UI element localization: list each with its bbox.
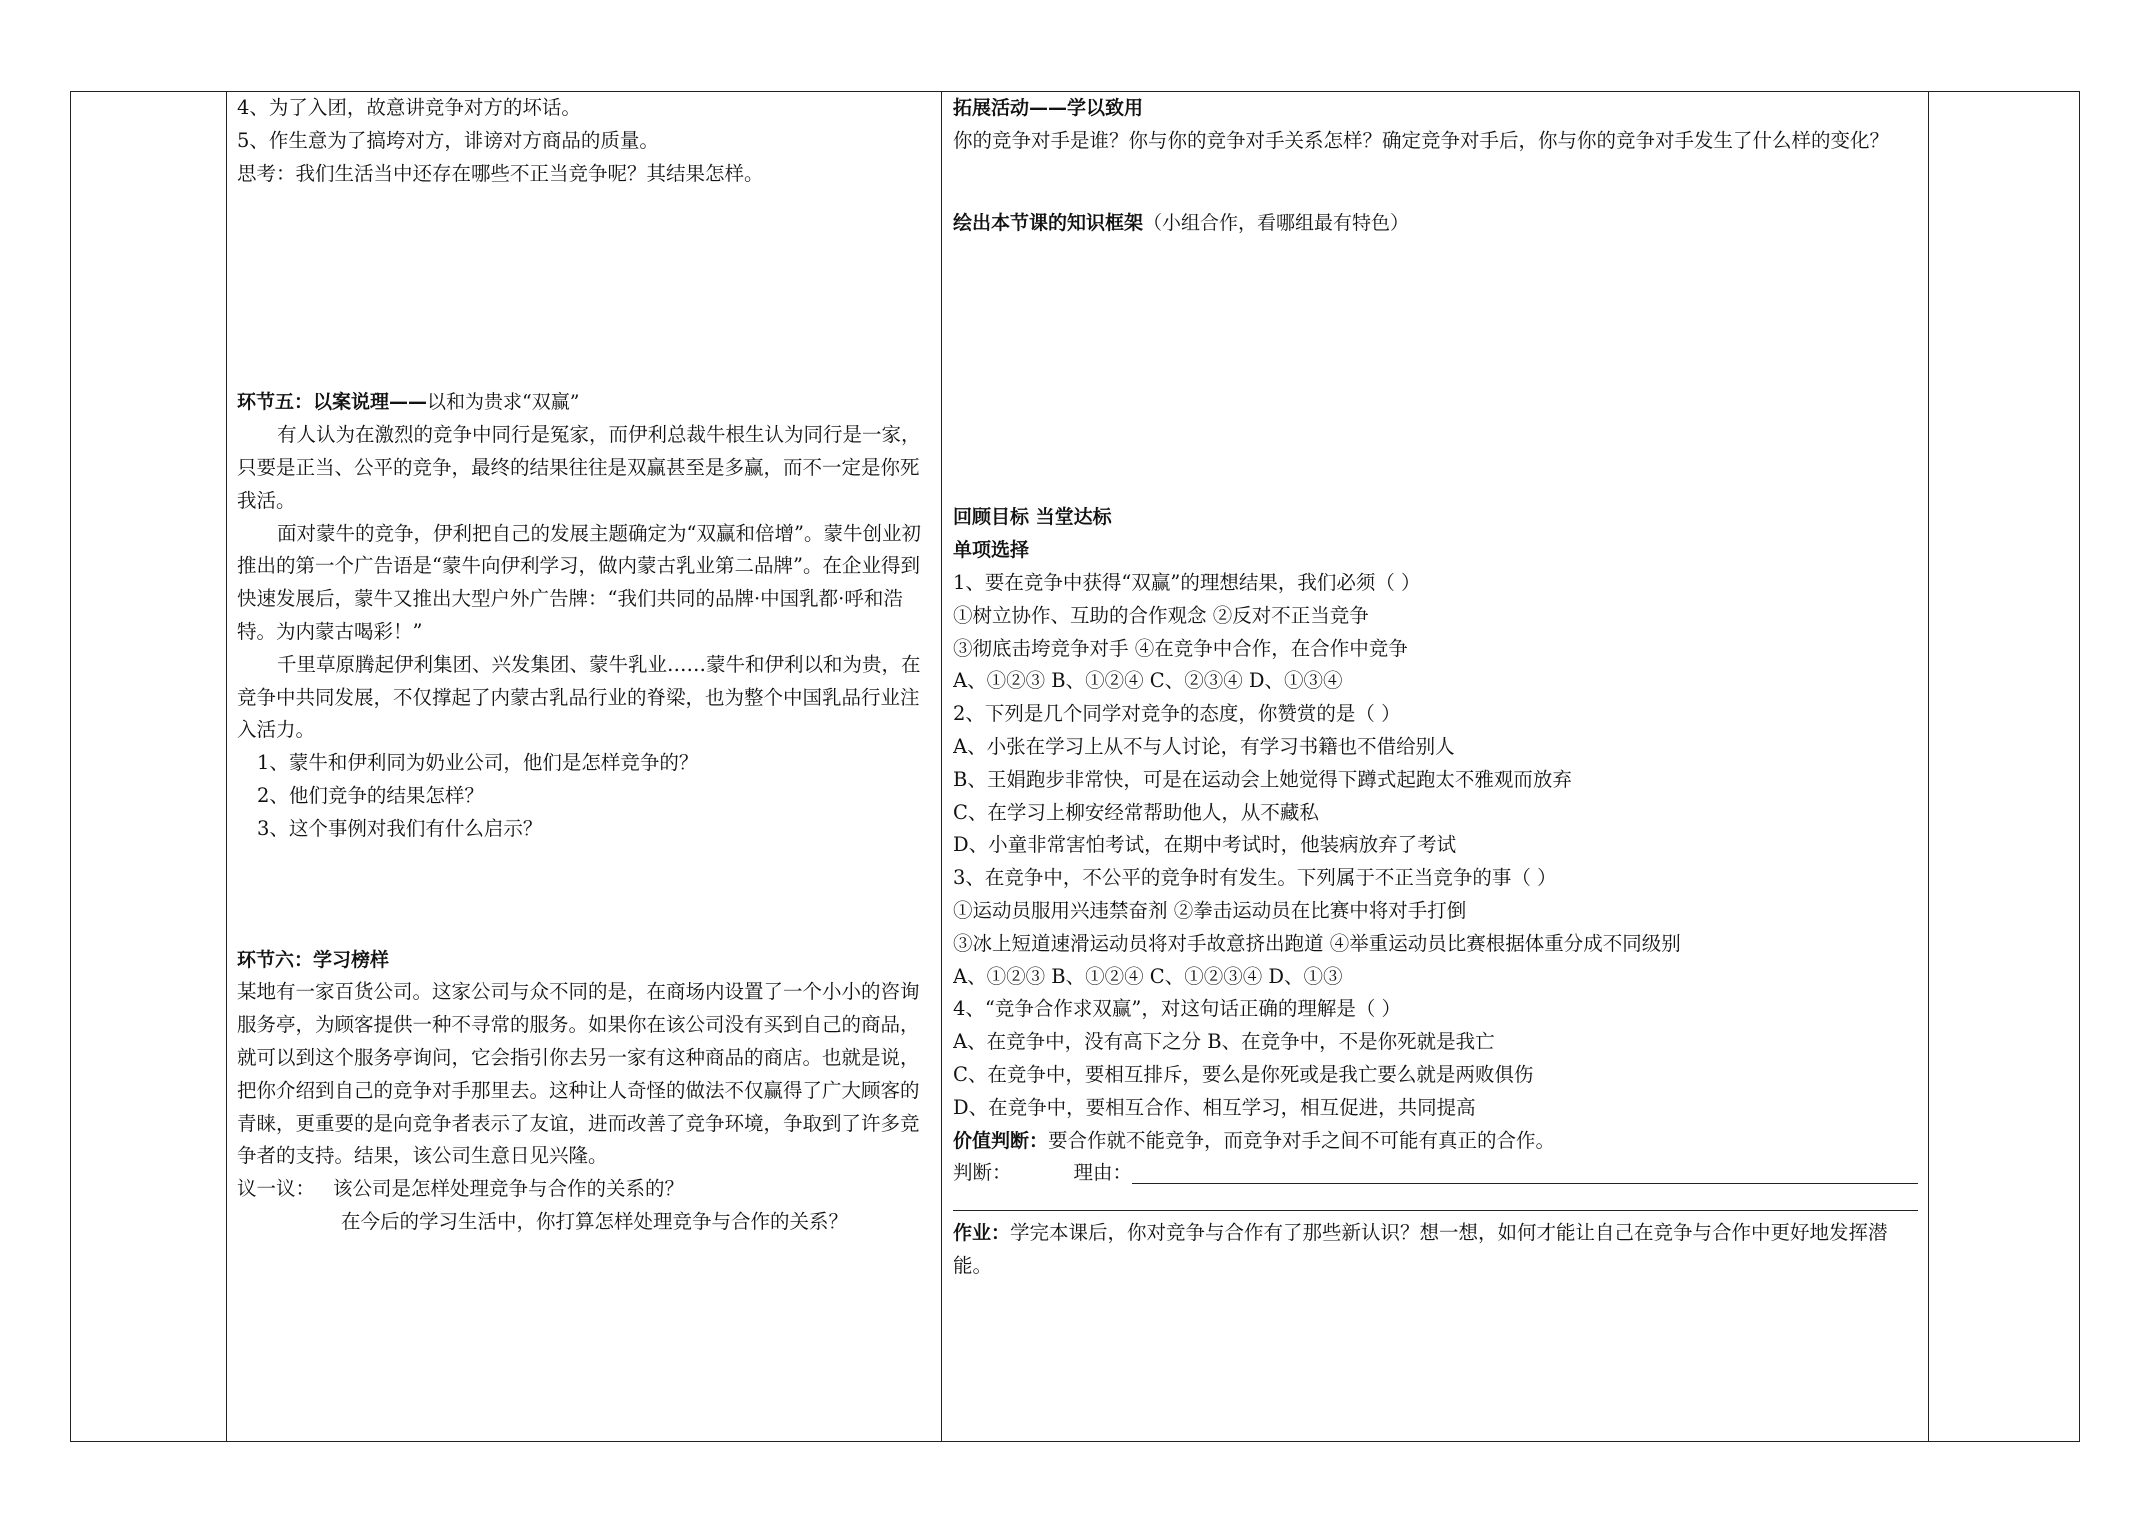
option-line: B、王娟跑步非常快，可是在运动会上她觉得下蹲式起跑太不雅观而放弃 xyxy=(953,767,1572,791)
text-line: 思考：我们生活当中还存在哪些不正当竞争呢？其结果怎样。 xyxy=(237,161,764,185)
option-line: A、小张在学习上从不与人讨论，有学习书籍也不借给别人 xyxy=(953,734,1455,758)
section-five-title-normal: 以和为贵求“双赢” xyxy=(427,391,580,414)
extension-text: 你的竞争对手是谁？你与你的竞争对手关系怎样？确定竞争对手后，你与你的竞争对手发生了什么样的变化？ xyxy=(953,128,1890,152)
paragraph: 某地有一家百货公司。这家公司与众不同的是，在商场内设置了一个小小的咨询服务亭，为顾客提供一种不寻常的服务。如果你在该公司没有买到自己的商品，就可以到这个服务亭询问，它会指引你去另一家有这种商品的商店。也就是说，把你介绍到自己的竞争对手那里去。这种让人奇怪的做法不仅赢得了广大顾客的青睐，更重要的是向竞争者表示了友谊，进而改善了竞争环境，争取到了许多竞争者的支持。结果，该公司生意日见兴隆。 xyxy=(237,980,920,1168)
reason-label: 理由： xyxy=(1073,1161,1133,1185)
discuss-line xyxy=(237,1173,931,1206)
homework-paragraph xyxy=(953,1217,1918,1283)
option-line: D、小童非常害怕考试，在期中考试时，他装病放弃了考试 xyxy=(953,833,1457,857)
column-divider xyxy=(1928,92,1929,1441)
question-line: 1、要在竞争中获得“双赢”的理想结果，我们必须（ ） xyxy=(953,570,1421,594)
left-content-column xyxy=(227,92,941,1441)
reason-answer-line[interactable] xyxy=(1132,1159,1918,1184)
framework-title-normal: （小组合作，看哪组最有特色） xyxy=(1143,211,1410,234)
answer-choices: A、①②③ B、①②④ C、②③④ D、①③④ xyxy=(953,669,1343,693)
discuss-question: 在今后的学习生活中，你打算怎样处理竞争与合作的关系？ xyxy=(341,1209,849,1233)
paragraph: 面对蒙牛的竞争，伊利把自己的发展主题确定为“双赢和倍增”。蒙牛创业初推出的第一个广告语是“蒙牛向伊利学习，做内蒙古乳业第二品牌”。在企业得到快速发展后，蒙牛又推出大型户外广告牌：“我们共同的品牌·中国乳都·呼和浩特。为内蒙古喝彩！” xyxy=(237,521,921,643)
option-line: ③彻底击垮竞争对手 ④在竞争中合作，在合作中竞争 xyxy=(953,636,1408,660)
right-content-column xyxy=(942,92,1928,1441)
value-judgment-line xyxy=(953,1125,1918,1158)
option-line: C、在竞争中，要相互排斥，要么是你死或是我亡要么就是两败俱伤 xyxy=(953,1062,1534,1086)
question-line: 2、他们竞争的结果怎样？ xyxy=(257,783,484,807)
option-line: C、在学习上柳安经常帮助他人，从不藏私 xyxy=(953,800,1319,824)
question-line: 3、在竞争中，不公平的竞争时有发生。下列属于不正当竞争的事（ ） xyxy=(953,866,1557,890)
extension-title: 拓展活动——学以致用 xyxy=(953,97,1144,119)
framework-title-bold: 绘出本节课的知识框架 xyxy=(953,211,1144,234)
lesson-plan-table xyxy=(70,91,2080,1442)
framework-title xyxy=(953,207,1918,240)
homework-text: 学完本课后，你对竞争与合作有了那些新认识？想一想，如何才能让自己在竞争与合作中更好地发挥潜能。 xyxy=(953,1221,1888,1277)
paragraph: 有人认为在激烈的竞争中同行是冤家，而伊利总裁牛根生认为同行是一家，只要是正当、公平的竞争，最终的结果往往是双赢甚至是多赢，而不一定是你死我活。 xyxy=(237,423,921,512)
question-line: 1、蒙牛和伊利同为奶业公司，他们是怎样竞争的？ xyxy=(257,751,699,775)
option-line: D、在竞争中，要相互合作、相互学习，相互促进，共同提高 xyxy=(953,1095,1476,1119)
judgment-answer-row xyxy=(953,1157,1918,1190)
section-five-title-bold: 环节五：以案说理—— xyxy=(237,391,428,414)
section-five-title xyxy=(237,386,931,419)
judge-label: 判断： xyxy=(953,1161,1012,1185)
option-line: ③冰上短道速滑运动员将对手故意挤出跑道 ④举重运动员比赛根据体重分成不同级别 xyxy=(953,931,1681,955)
text-line: 5、作生意为了搞垮对方，诽谤对方商品的质量。 xyxy=(237,128,659,152)
question-line: 4、“竞争合作求双赢”，对这句话正确的理解是（ ） xyxy=(953,997,1402,1021)
review-title: 回顾目标 当堂达标 xyxy=(953,506,1112,529)
answer-line[interactable] xyxy=(953,1190,1918,1211)
review-subtitle: 单项选择 xyxy=(953,539,1030,562)
discuss-question: 该公司是怎样处理竞争与合作的关系的？ xyxy=(333,1177,685,1201)
option-line: A、在竞争中，没有高下之分 B、在竞争中，不是你死就是我亡 xyxy=(953,1030,1495,1054)
paragraph: 千里草原腾起伊利集团、兴发集团、蒙牛乳业……蒙牛和伊利以和为贵，在竞争中共同发展，不仅撑起了内蒙古乳品行业的脊梁，也为整个中国乳品行业注入活力。 xyxy=(237,652,921,742)
question-line: 2、下列是几个同学对竞争的态度，你赞赏的是（ ） xyxy=(953,702,1401,726)
option-line: ①树立协作、互助的合作观念 ②反对不正当竞争 xyxy=(953,603,1369,627)
section-six-title: 环节六：学习榜样 xyxy=(237,948,390,971)
question-line: 3、这个事例对我们有什么启示？ xyxy=(257,816,543,840)
value-judgment-text: 要合作就不能竞争，而竞争对手之间不可能有真正的合作。 xyxy=(1048,1128,1556,1152)
homework-label: 作业： xyxy=(953,1222,1011,1245)
discuss-label: 议一议： xyxy=(237,1177,316,1201)
option-line: ①运动员服用兴违禁奋剂 ②拳击运动员在比赛中将对手打倒 xyxy=(953,898,1467,922)
value-judgment-label: 价值判断： xyxy=(953,1129,1049,1152)
answer-choices: A、①②③ B、①②④ C、①②③④ D、①③ xyxy=(953,964,1343,988)
text-line: 4、为了入团，故意讲竞争对方的坏话。 xyxy=(237,96,581,119)
